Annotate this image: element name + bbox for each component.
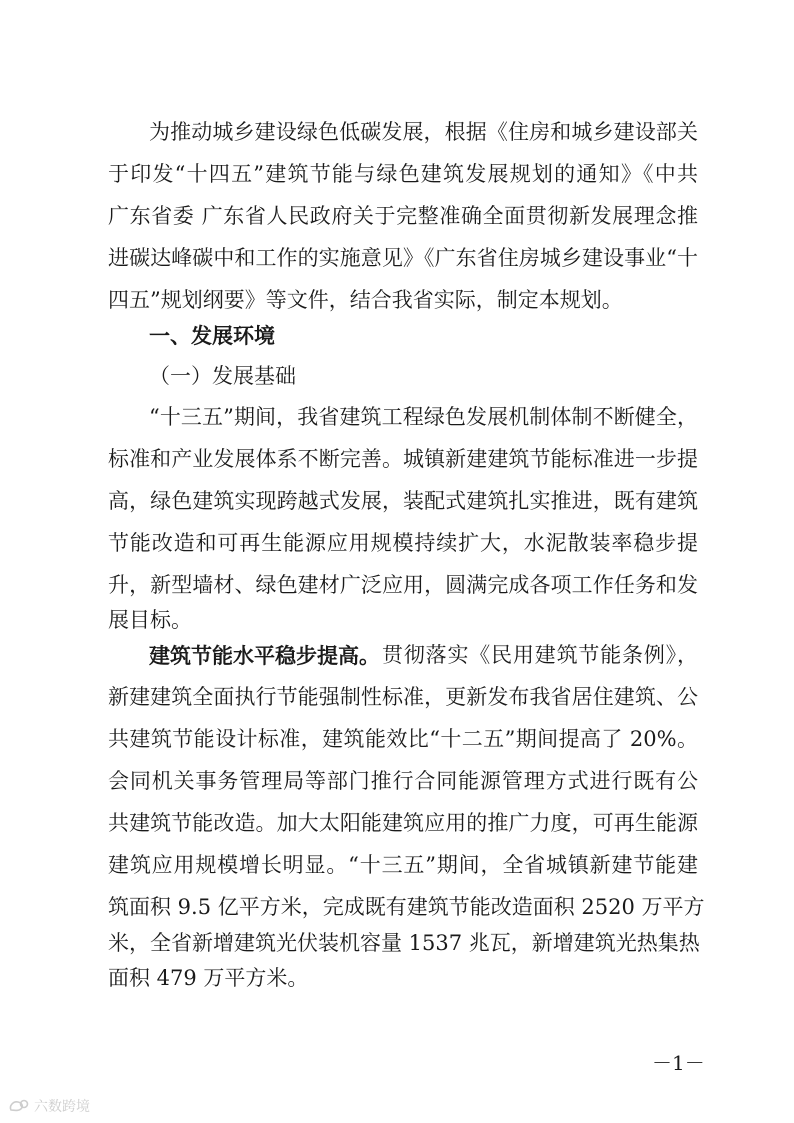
paragraph-line: 节能改造和可再生能源应用规模持续扩大，水泥散装率稳步提 (108, 531, 698, 555)
page-number: －1－ (652, 1051, 705, 1075)
paragraph-line (149, 645, 698, 666)
paragraph-line: 广东省委 广东省人民政府关于完整准确全面贯彻新发展理念推 (108, 204, 698, 228)
paragraph-lead-rest: 贯彻落实《民用建筑节能条例》， (382, 643, 698, 667)
paragraph-line: 共建筑节能改造。加大太阳能建筑应用的推广力度，可再生能源 (108, 811, 698, 835)
paragraph-line: 展目标。 (108, 608, 192, 632)
paragraph-line: 进碳达峰碳中和工作的实施意见》《广东省住房城乡建设事业“十 (108, 246, 698, 270)
section-heading: 一、发展环境 (149, 323, 275, 348)
paragraph-line: 面积 479 万平方米。 (108, 966, 309, 990)
paragraph-line: 四五”规划纲要》等文件，结合我省实际，制定本规划。 (108, 288, 623, 312)
paragraph-lead-bold: 建筑节能水平稳步提高。 (149, 643, 380, 668)
paragraph-line: 会同机关事务管理局等部门推行合同能源管理方式进行既有公 (108, 769, 698, 793)
paragraph-line: 为推动城乡建设绿色低碳发展，根据《住房和城乡建设部关 (149, 120, 698, 144)
paragraph-line: 新建建筑全面执行节能强制性标准，更新发布我省居住建筑、公 (108, 685, 698, 709)
paragraph-line: 建筑应用规模增长明显。“十三五”期间，全省城镇新建节能建 (108, 853, 698, 877)
watermark-logo-icon (8, 1098, 30, 1114)
paragraph-line: 共建筑节能设计标准，建筑能效比“十二五”期间提高了 20%。 (108, 727, 698, 751)
watermark (8, 1096, 90, 1116)
watermark-text: 六数跨境 (34, 1099, 90, 1115)
paragraph-line: 标准和产业发展体系不断完善。城镇新建建筑节能标准进一步提 (108, 447, 698, 471)
paragraph-line: 米，全省新增建筑光伏装机容量 1537 兆瓦，新增建筑光热集热 (108, 931, 700, 955)
paragraph-line: 筑面积 9.5 亿平方米，完成既有建筑节能改造面积 2520 万平方 (108, 895, 705, 919)
paragraph-line: 于印发“十四五”建筑节能与绿色建筑发展规划的通知》《中共 (108, 162, 698, 186)
paragraph-line: 升，新型墙材、绿色建材广泛应用，圆满完成各项工作任务和发 (108, 573, 698, 597)
paragraph-line: “十三五”期间，我省建筑工程绿色发展机制体制不断健全， (149, 405, 698, 429)
subsection-heading: （一）发展基础 (149, 364, 296, 388)
paragraph-line: 高，绿色建筑实现跨越式发展，装配式建筑扎实推进，既有建筑 (108, 489, 698, 513)
